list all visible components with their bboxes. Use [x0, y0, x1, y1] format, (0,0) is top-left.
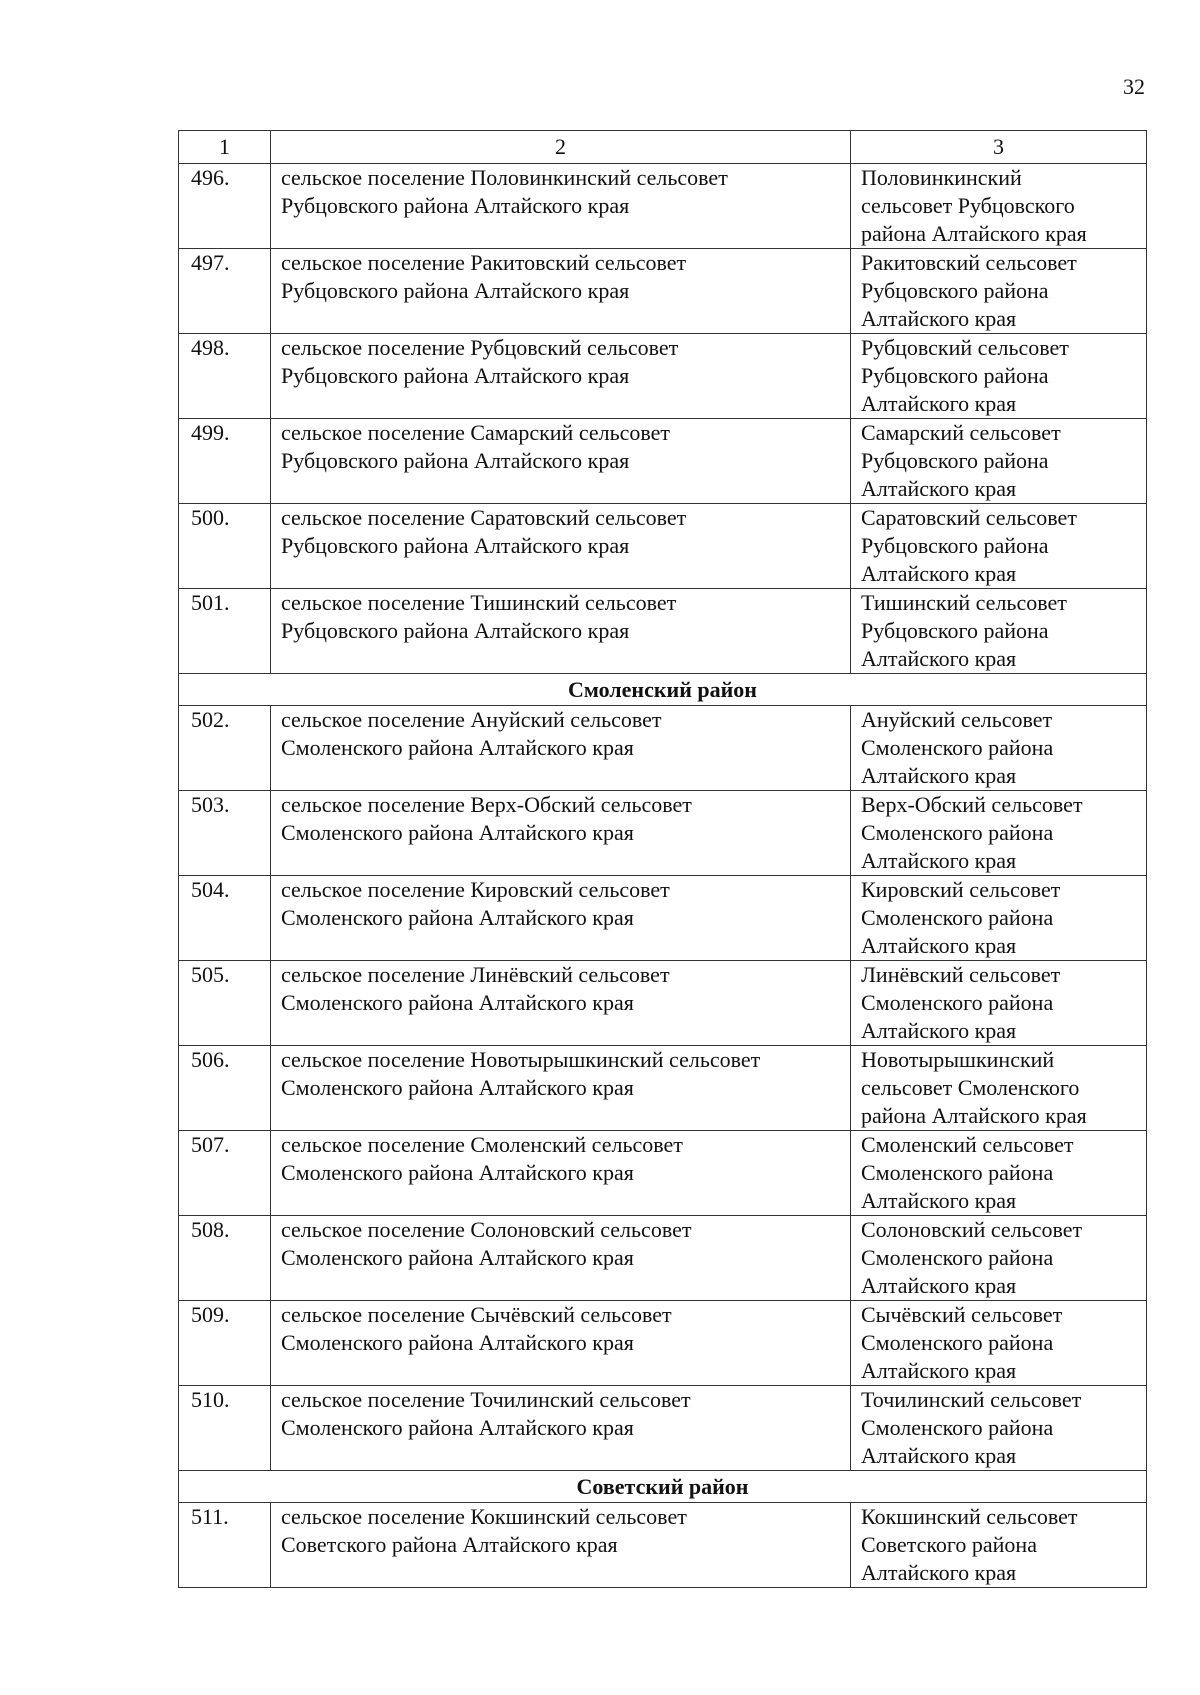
short-name-line: Смоленского района: [861, 735, 1054, 760]
row-number: 510.: [179, 1386, 271, 1471]
settlement-full-name: [271, 1386, 851, 1471]
full-name-line: Смоленского района Алтайского края: [281, 990, 634, 1015]
full-name-line: Смоленского района Алтайского края: [281, 820, 634, 845]
short-name-line: Тишинский сельсовет: [861, 590, 1067, 615]
short-name-line: Алтайского края: [861, 1188, 1017, 1213]
row-number: 499.: [179, 419, 271, 504]
settlement-full-name: [271, 791, 851, 876]
section-heading-row: [179, 674, 1147, 706]
short-name-line: Алтайского края: [861, 1018, 1017, 1043]
full-name-line: сельское поселение Линёвский сельсовет: [281, 962, 670, 987]
short-name-line: Рубцовского района: [861, 363, 1049, 388]
full-name-line: сельское поселение Саратовский сельсовет: [281, 505, 687, 530]
settlement-short-name: [851, 589, 1147, 674]
short-name-line: Ануйский сельсовет: [861, 707, 1053, 732]
short-name-line: Советского района: [861, 1532, 1037, 1557]
settlement-short-name: [851, 1386, 1147, 1471]
full-name-line: сельское поселение Солоновский сельсовет: [281, 1217, 692, 1242]
full-name-line: Смоленского района Алтайского края: [281, 1330, 634, 1355]
settlement-full-name: [271, 419, 851, 504]
table-row: [179, 249, 1147, 334]
short-name-line: Верх-Обский сельсовет: [861, 792, 1083, 817]
short-name-line: Алтайского края: [861, 1443, 1017, 1468]
table-row: [179, 791, 1147, 876]
page-number: 32: [1123, 74, 1145, 99]
full-name-line: сельское поселение Новотырышкинский сельсовет: [281, 1047, 761, 1072]
settlement-full-name: [271, 1216, 851, 1301]
short-name-line: Алтайского края: [861, 1273, 1017, 1298]
short-name-line: Ракитовский сельсовет: [861, 250, 1077, 275]
table-row: [179, 334, 1147, 419]
table-row: [179, 419, 1147, 504]
table-row: [179, 1301, 1147, 1386]
section-heading: Смоленский район: [179, 674, 1147, 706]
table-row: [179, 706, 1147, 791]
full-name-line: Рубцовского района Алтайского края: [281, 363, 630, 388]
settlement-full-name: [271, 1301, 851, 1386]
short-name-line: Алтайского края: [861, 848, 1017, 873]
table-header-row: [179, 131, 1147, 164]
row-number: 507.: [179, 1131, 271, 1216]
settlement-short-name: [851, 1131, 1147, 1216]
row-number: 502.: [179, 706, 271, 791]
row-number: 505.: [179, 961, 271, 1046]
full-name-line: Смоленского района Алтайского края: [281, 1160, 634, 1185]
full-name-line: Советского района Алтайского края: [281, 1532, 618, 1557]
short-name-line: Кировский сельсовет: [861, 877, 1061, 902]
short-name-line: Алтайского края: [861, 1358, 1017, 1383]
settlement-full-name: [271, 504, 851, 589]
row-number: 500.: [179, 504, 271, 589]
short-name-line: Алтайского края: [861, 646, 1017, 671]
short-name-line: района Алтайского края: [861, 221, 1087, 246]
row-number: 497.: [179, 249, 271, 334]
full-name-line: Рубцовского района Алтайского края: [281, 278, 630, 303]
settlement-full-name: [271, 1503, 851, 1588]
settlement-short-name: [851, 504, 1147, 589]
table-row: [179, 961, 1147, 1046]
short-name-line: Сычёвский сельсовет: [861, 1302, 1063, 1327]
full-name-line: сельское поселение Смоленский сельсовет: [281, 1132, 683, 1157]
short-name-line: района Алтайского края: [861, 1103, 1087, 1128]
municipality-table: [178, 130, 1147, 1588]
full-name-line: Рубцовского района Алтайского края: [281, 448, 630, 473]
settlement-short-name: [851, 791, 1147, 876]
full-name-line: сельское поселение Точилинский сельсовет: [281, 1387, 691, 1412]
table-row: [179, 1131, 1147, 1216]
short-name-line: Смоленского района: [861, 1415, 1054, 1440]
full-name-line: сельское поселение Кокшинский сельсовет: [281, 1504, 687, 1529]
column-header: 2: [271, 131, 851, 164]
settlement-short-name: [851, 706, 1147, 791]
full-name-line: сельское поселение Тишинский сельсовет: [281, 590, 677, 615]
short-name-line: Смоленского района: [861, 990, 1054, 1015]
short-name-line: Алтайского края: [861, 476, 1017, 501]
settlement-full-name: [271, 961, 851, 1046]
full-name-line: сельское поселение Рубцовский сельсовет: [281, 335, 679, 360]
full-name-line: сельское поселение Ануйский сельсовет: [281, 707, 662, 732]
short-name-line: Смоленского района: [861, 905, 1054, 930]
full-name-line: сельское поселение Кировский сельсовет: [281, 877, 670, 902]
short-name-line: Кокшинский сельсовет: [861, 1504, 1078, 1529]
settlement-full-name: [271, 164, 851, 249]
full-name-line: сельское поселение Самарский сельсовет: [281, 420, 671, 445]
column-header: 3: [851, 131, 1147, 164]
full-name-line: Рубцовского района Алтайского края: [281, 533, 630, 558]
row-number: 498.: [179, 334, 271, 419]
short-name-line: Точилинский сельсовет: [861, 1387, 1082, 1412]
full-name-line: сельское поселение Сычёвский сельсовет: [281, 1302, 672, 1327]
row-number: 508.: [179, 1216, 271, 1301]
settlement-short-name: [851, 961, 1147, 1046]
settlement-full-name: [271, 249, 851, 334]
section-heading-row: [179, 1471, 1147, 1503]
short-name-line: Рубцовского района: [861, 278, 1049, 303]
short-name-line: Рубцовского района: [861, 448, 1049, 473]
settlement-short-name: [851, 1216, 1147, 1301]
short-name-line: Смоленского района: [861, 820, 1054, 845]
short-name-line: Смоленского района: [861, 1160, 1054, 1185]
full-name-line: Рубцовского района Алтайского края: [281, 193, 630, 218]
table-row: [179, 1046, 1147, 1131]
table-row: [179, 1386, 1147, 1471]
full-name-line: сельское поселение Верх-Обский сельсовет: [281, 792, 692, 817]
settlement-short-name: [851, 1046, 1147, 1131]
full-name-line: Смоленского района Алтайского края: [281, 905, 634, 930]
settlement-short-name: [851, 164, 1147, 249]
settlement-full-name: [271, 706, 851, 791]
settlement-short-name: [851, 1301, 1147, 1386]
short-name-line: Алтайского края: [861, 1560, 1017, 1585]
short-name-line: Рубцовского района: [861, 533, 1049, 558]
table-row: [179, 164, 1147, 249]
full-name-line: Смоленского района Алтайского края: [281, 1415, 634, 1440]
short-name-line: Рубцовский сельсовет: [861, 335, 1069, 360]
row-number: 496.: [179, 164, 271, 249]
row-number: 511.: [179, 1503, 271, 1588]
full-name-line: Смоленского района Алтайского края: [281, 1075, 634, 1100]
short-name-line: Алтайского края: [861, 933, 1017, 958]
section-heading: Советский район: [179, 1471, 1147, 1503]
short-name-line: Алтайского края: [861, 306, 1017, 331]
table-row: [179, 1216, 1147, 1301]
short-name-line: Смоленский сельсовет: [861, 1132, 1074, 1157]
full-name-line: Смоленского района Алтайского края: [281, 1245, 634, 1270]
row-number: 504.: [179, 876, 271, 961]
short-name-line: Алтайского края: [861, 391, 1017, 416]
short-name-line: Линёвский сельсовет: [861, 962, 1061, 987]
short-name-line: Смоленского района: [861, 1330, 1054, 1355]
short-name-line: Новотырышкинский: [861, 1047, 1055, 1072]
settlement-full-name: [271, 1131, 851, 1216]
table-row: [179, 1503, 1147, 1588]
table-row: [179, 589, 1147, 674]
full-name-line: Смоленского района Алтайского края: [281, 735, 634, 760]
table-body: [179, 131, 1147, 1588]
row-number: 509.: [179, 1301, 271, 1386]
table-row: [179, 876, 1147, 961]
table-row: [179, 504, 1147, 589]
short-name-line: Рубцовского района: [861, 618, 1049, 643]
settlement-short-name: [851, 419, 1147, 504]
settlement-short-name: [851, 249, 1147, 334]
settlement-full-name: [271, 1046, 851, 1131]
settlement-short-name: [851, 1503, 1147, 1588]
full-name-line: Рубцовского района Алтайского края: [281, 618, 630, 643]
short-name-line: Половинкинский: [861, 165, 1022, 190]
short-name-line: Саратовский сельсовет: [861, 505, 1077, 530]
settlement-short-name: [851, 876, 1147, 961]
full-name-line: сельское поселение Ракитовский сельсовет: [281, 250, 687, 275]
settlement-full-name: [271, 589, 851, 674]
settlement-full-name: [271, 334, 851, 419]
settlement-full-name: [271, 876, 851, 961]
row-number: 501.: [179, 589, 271, 674]
column-header: 1: [179, 131, 271, 164]
short-name-line: Алтайского края: [861, 561, 1017, 586]
short-name-line: Смоленского района: [861, 1245, 1054, 1270]
short-name-line: сельсовет Смоленского: [861, 1075, 1080, 1100]
row-number: 503.: [179, 791, 271, 876]
short-name-line: Алтайского края: [861, 763, 1017, 788]
short-name-line: Солоновский сельсовет: [861, 1217, 1083, 1242]
settlement-short-name: [851, 334, 1147, 419]
short-name-line: Самарский сельсовет: [861, 420, 1061, 445]
row-number: 506.: [179, 1046, 271, 1131]
short-name-line: сельсовет Рубцовского: [861, 193, 1075, 218]
full-name-line: сельское поселение Половинкинский сельсовет: [281, 165, 728, 190]
